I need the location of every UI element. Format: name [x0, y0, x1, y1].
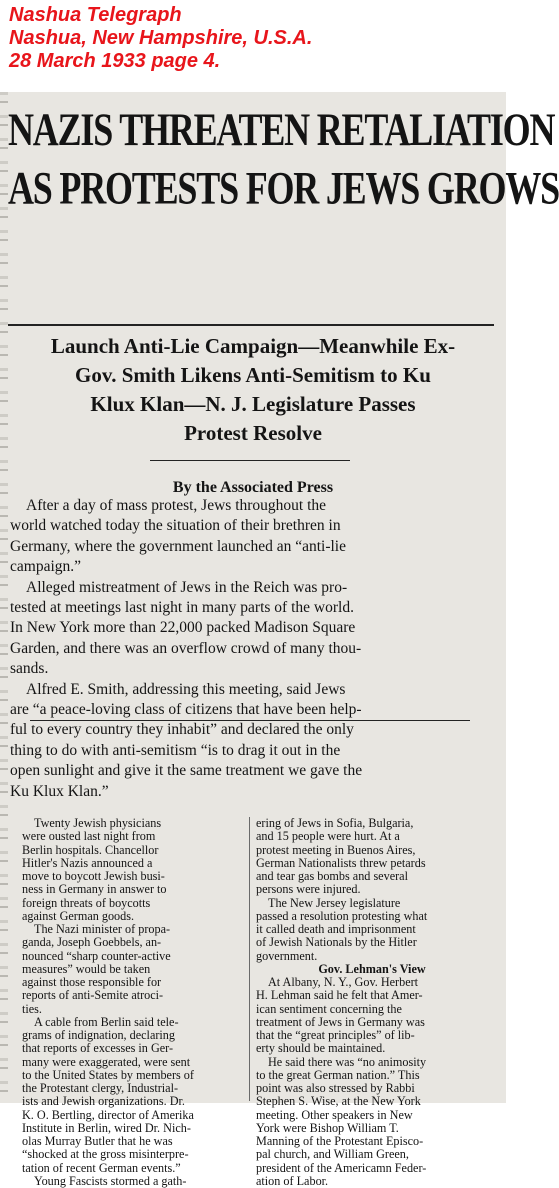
headline-line-2: AS PROTESTS FOR JEWS GROWS [8, 162, 559, 214]
lead-line: After a day of mass protest, Jews throughout the [26, 497, 327, 514]
column-line: “shocked at the gross misinterpre- [22, 1147, 189, 1162]
column-line: Young Fascists stormed a gath- [34, 1173, 187, 1188]
column-line: erty should be maintained. [256, 1041, 386, 1056]
column-line: ation of Labor. [256, 1173, 329, 1188]
column-line: ganda, Joseph Goebbels, an- [22, 935, 162, 950]
column-line: and tear gas bombs and several [256, 869, 408, 883]
lead-line: open sunlight and give it the same treatment we gave the [10, 762, 363, 780]
lead-line: are “a peace-loving class of citizens that have been help- [10, 701, 362, 719]
section-rule [30, 720, 470, 721]
column-line: president of the Americamn Feder- [256, 1160, 427, 1175]
column-divider [249, 817, 250, 1101]
column-line: ering of Jews in Sofia, Bulgaria, [256, 816, 414, 830]
clipping-edge [0, 92, 8, 1103]
column-line: He said there was “no animosity [268, 1054, 427, 1069]
column-line: against German goods. [22, 908, 135, 923]
lead-line: sands. [10, 660, 49, 678]
lead-line: Ku Klux Klan.” [10, 782, 109, 800]
column-line: Twenty Jewish physicians [34, 816, 162, 830]
source-caption [9, 4, 499, 73]
column-line: passed a resolution protesting what [256, 908, 428, 923]
column-line: were ousted last night from [22, 829, 156, 844]
column-line: to the United States by members of [22, 1067, 194, 1082]
column-line: Manning of the Protestant Episco- [256, 1134, 424, 1148]
column-line: ists and Jewish organizations. Dr. [22, 1094, 185, 1109]
column-line: treatment of Jews in Germany was [256, 1014, 425, 1029]
column-line: ties. [22, 1001, 42, 1016]
subheadline-line-4: Protest Resolve [184, 421, 322, 445]
subheadline [12, 332, 494, 448]
column-line: tation of recent German events.” [22, 1160, 181, 1175]
column-line: and 15 people were hurt. At a [256, 829, 400, 844]
lead-line: campaign.” [10, 558, 82, 576]
column-line: that the “great principles” of lib- [256, 1028, 415, 1042]
deck-rule [150, 460, 350, 461]
column-line: nounced “sharp counter-active [22, 948, 171, 963]
column-line: German Nationalists threw petards [256, 855, 426, 870]
column-line: protest meeting in Buenos Aires, [256, 842, 416, 857]
column-line: to the great German nation.” This [256, 1067, 420, 1082]
column-line: meeting. Other speakers in New [256, 1107, 413, 1122]
column-line: Hitler's Nazis announced a [22, 855, 153, 870]
column-line: A cable from Berlin said tele- [34, 1014, 179, 1029]
column-line: foreign threats of boycotts [22, 895, 151, 910]
column-line: the Protestant clergy, Industrial- [22, 1081, 179, 1095]
column-line: reports of anti-Semite atroci- [22, 988, 164, 1003]
column-line: Institute in Berlin, wired Dr. Nich- [22, 1120, 191, 1135]
column-line: persons were injured. [256, 882, 361, 897]
column-line: move to boycott Jewish busi- [22, 869, 165, 883]
column-line: point was also stressed by Rabbi [256, 1081, 415, 1095]
caption-location: Nashua, New Hampshire, U.S.A. [9, 27, 313, 49]
headline [8, 100, 559, 218]
lead-text [10, 496, 490, 802]
column-line: pal church, and William Green, [256, 1147, 409, 1162]
column-line: Berlin hospitals. Chancellor [22, 842, 159, 857]
caption-date-page: 28 March 1933 page 4. [9, 50, 221, 72]
lead-line: Alfred E. Smith, addressing this meeting, said Jews [26, 680, 346, 698]
lead-line: world watched today the situation of their brethren in [10, 517, 341, 535]
lead-line: Alleged mistreatment of Jews in the Reich was pro- [26, 578, 348, 596]
subheadline-line-3: Klux Klan—N. J. Legislature Passes [90, 392, 416, 416]
column-subhead: Gov. Lehman's View [318, 961, 426, 976]
headline-rule [8, 324, 494, 326]
column-line: K. O. Bertling, director of Amerika [22, 1107, 194, 1122]
lead-line: ful to every country they inhabit” and declared the only [10, 721, 354, 739]
column-line: olas Murray Butler that he was [22, 1134, 173, 1148]
right-column [256, 817, 488, 1188]
column-line: ness in Germany in answer to [22, 882, 167, 897]
column-line: At Albany, N. Y., Gov. Herbert [268, 975, 419, 989]
column-line: of Jewish Nationals by the Hitler [256, 935, 417, 950]
column-line: The Nazi minister of propa- [34, 922, 171, 936]
column-line: it called death and imprisonment [256, 922, 416, 936]
lead-line: Garden, and there was an overflow crowd of many thou- [10, 639, 362, 657]
left-column [22, 817, 254, 1188]
column-line: that reports of excesses in Ger- [22, 1041, 174, 1056]
subheadline-line-2: Gov. Smith Likens Anti-Semitism to Ku [75, 363, 431, 387]
column-line: York were Bishop William T. [256, 1120, 399, 1135]
lead-line: In New York more than 22,000 packed Madison Square [10, 619, 356, 637]
column-line: ican sentiment concerning the [256, 1001, 402, 1016]
lead-line: tested at meetings last night in many parts of the world. [10, 599, 354, 617]
column-line: H. Lehman said he felt that Amer- [256, 988, 423, 1003]
caption-newspaper: Nashua Telegraph [9, 4, 182, 26]
column-line: Stephen S. Wise, at the New York [256, 1094, 421, 1109]
lead-line: thing to do with anti-semitism “is to drag it out in the [10, 741, 341, 759]
column-line: measures” would be taken [22, 961, 151, 976]
byline: By the Associated Press [172, 479, 334, 496]
column-line: government. [256, 948, 318, 963]
lead-line: Germany, where the government launched an “anti-lie [10, 537, 346, 555]
subheadline-line-1: Launch Anti-Lie Campaign—Meanwhile Ex- [50, 334, 456, 358]
column-line: The New Jersey legislature [268, 895, 401, 910]
headline-line-1: NAZIS THREATEN RETALIATION [8, 103, 555, 156]
column-line: grams of indignation, declaring [22, 1028, 175, 1042]
newspaper-clipping [0, 92, 559, 1188]
column-line: many were exaggerated, were sent [22, 1054, 191, 1069]
column-line: against those responsible for [22, 975, 162, 989]
